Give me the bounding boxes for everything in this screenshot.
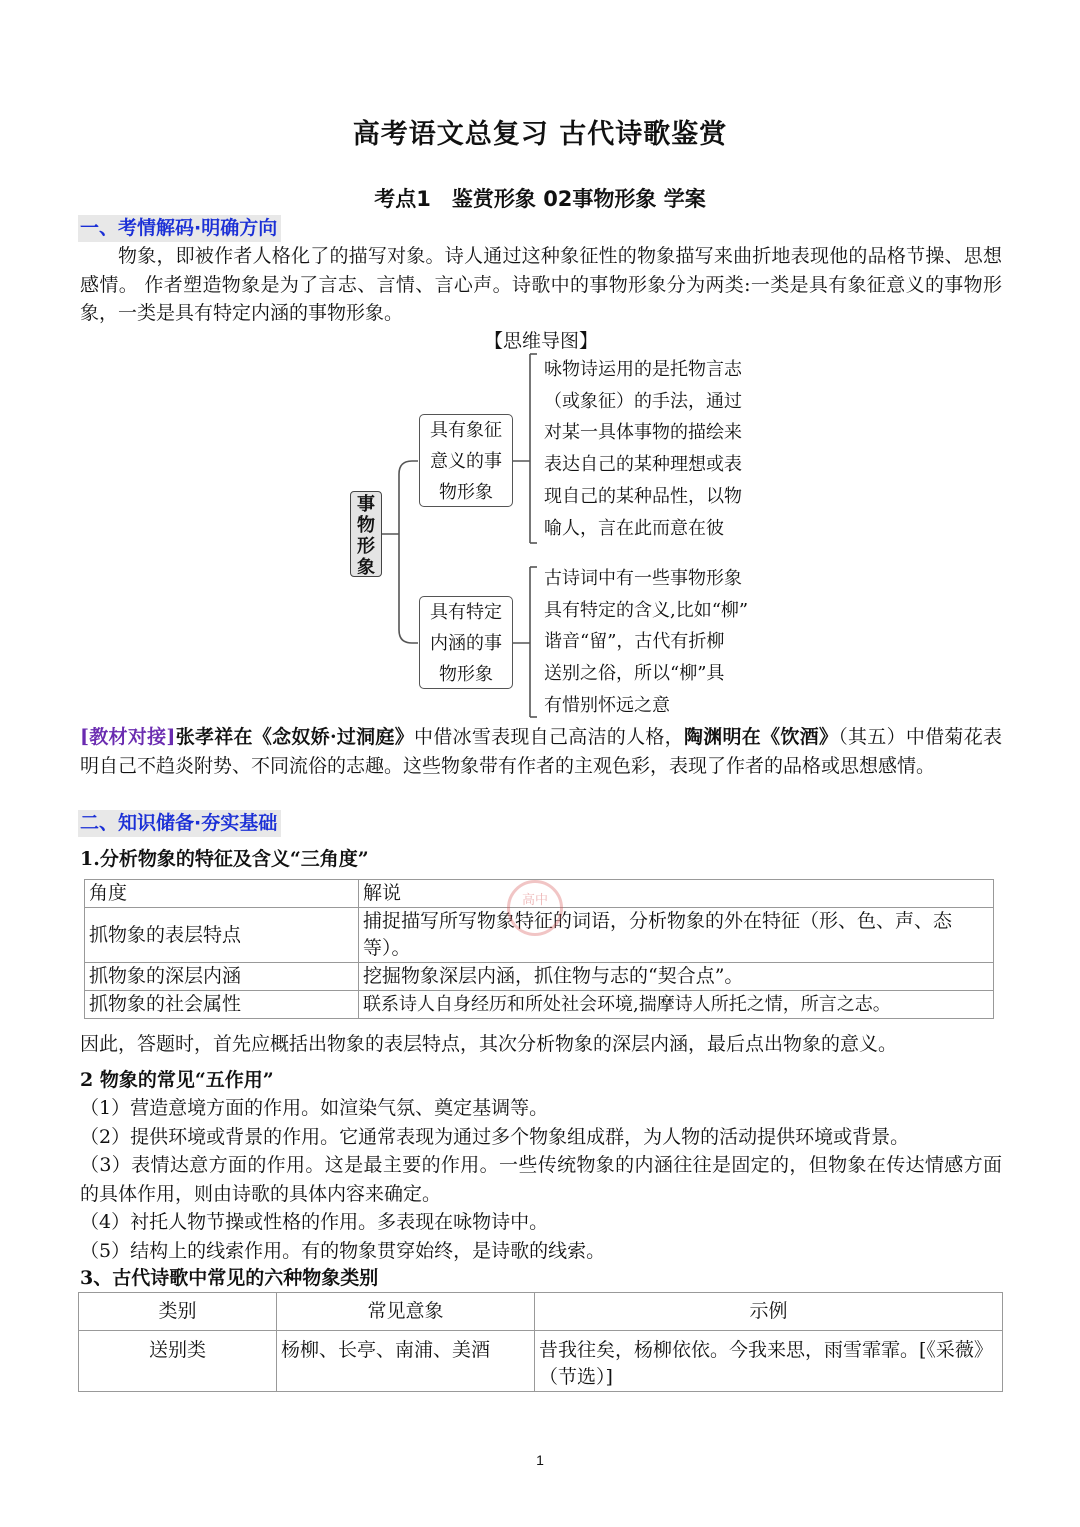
mindmap-label: 【思维导图】	[483, 330, 598, 352]
mindmap-text-specific	[544, 563, 776, 722]
mindmap-root	[350, 491, 382, 577]
mindmap-text-symbolic	[544, 354, 776, 544]
text-line: 具有特定的含义,比如“柳”	[544, 599, 749, 621]
table-row	[79, 1331, 1003, 1392]
conclusion-paragraph: 因此，答题时，首先应概括出物象的表层特点，其次分析物象的深层内涵，最后点出物象的意义。	[80, 1033, 898, 1055]
node-line: 物形象	[439, 482, 493, 503]
list-item: （1）营造意境方面的作用。如渲染气氛、奠定基调等。	[80, 1097, 549, 1119]
watermark-text: 高中	[521, 893, 548, 908]
subheading-five-functions: 2 物象的常见“五作用”	[80, 1069, 274, 1091]
table-header-cell: 常见意象	[277, 1293, 535, 1331]
textbook-paragraph	[80, 723, 1002, 780]
list-item: （4）衬托人物节操或性格的作用。多表现在咏物诗中。	[80, 1211, 549, 1233]
table-cell: 抓物象的表层特点	[85, 908, 359, 963]
node-line: 具有象征	[430, 420, 502, 441]
node-line: 物形象	[439, 664, 493, 685]
text-line: 对某一具体事物的描绘来	[544, 422, 742, 444]
mindmap-node-symbolic	[419, 414, 513, 507]
list-item: （2）提供环境或背景的作用。它通常表现为通过多个物象组成群，为人物的活动提供环境或背景。	[80, 1125, 910, 1148]
page-title: 高考语文总复习 古代诗歌鉴赏	[352, 119, 728, 150]
textbook-text-1: 中借冰雪表现自己高洁的人格，	[413, 726, 684, 748]
textbook-bold-1: 张孝祥在《念奴娇·过洞庭》	[175, 726, 414, 748]
section-heading-1: 一、考情解码·明确方向	[78, 215, 281, 242]
node-line: 意义的事	[430, 451, 502, 472]
functions-list	[80, 1094, 1002, 1265]
table-row	[85, 991, 994, 1019]
text-line: 现自己的某种品性，以物	[544, 485, 742, 507]
subheading-six-categories: 3、古代诗歌中常见的六种物象类别	[80, 1267, 379, 1289]
subheading-three-angles: 1.分析物象的特征及含义“三角度”	[80, 848, 369, 870]
text-line: 送别之俗，所以“柳”具	[544, 663, 725, 685]
table-cell: 抓物象的社会属性	[85, 991, 359, 1019]
table-cell: 杨柳、长亭、南浦、美酒	[277, 1331, 535, 1392]
page-number: 1	[536, 1452, 544, 1468]
table-header-cell: 示例	[535, 1293, 1003, 1331]
textbook-tag: [教材对接]	[80, 726, 176, 748]
table-cell: 昔我往矣，杨柳依依。今我来思，雨雪霏霏。[《采薇》（节选）]	[535, 1331, 1003, 1392]
text-line: 表达自己的某种理想或表	[544, 454, 742, 476]
mindmap-node-specific	[419, 596, 513, 689]
node-line: 内涵的事	[430, 633, 502, 654]
text-line: 喻人，言在此而意在彼	[544, 517, 724, 539]
table-header-row	[79, 1293, 1003, 1331]
table-header-cell: 角度	[85, 880, 359, 908]
list-item: （5）结构上的线索作用。有的物象贯穿始终，是诗歌的线索。	[80, 1239, 606, 1262]
table-header-cell: 解说	[359, 880, 994, 908]
mindmap-root-label: 事物形象	[357, 494, 375, 578]
text-line: （或象征）的手法，通过	[544, 390, 742, 412]
table-cell: 抓物象的深层内涵	[85, 963, 359, 991]
table-cell: 捕捉描写所写物象特征的词语，分析物象的外在特征（形、色、声、态等）。	[359, 908, 994, 963]
intro-paragraph: 物象，即被作者人格化了的描写对象。诗人通过这种象征性的物象描写来曲折地表现他的品格节操、思想感情。 作者塑造物象是为了言志、言情、言心声。诗歌中的事物形象分为两类:一类是具有象征意义的事物形象，一类是具有特定内涵的事物形象。	[80, 245, 1002, 324]
textbook-bold-2: 陶渊明在《饮酒》	[683, 726, 839, 748]
table-cell: 送别类	[79, 1331, 277, 1392]
text-line: 咏物诗运用的是托物言志	[544, 359, 742, 380]
table-cell: 挖掘物象深层内涵，抓住物与志的“契合点”。	[359, 963, 994, 991]
table-row	[85, 963, 994, 991]
node-line: 具有特定	[430, 602, 502, 623]
text-line: 古诗词中有一些事物形象	[544, 568, 742, 589]
text-line: 有惜别怀远之意	[544, 694, 670, 716]
watermark-stamp	[507, 880, 563, 936]
text-line: 谐音“留”，古代有折柳	[544, 631, 725, 653]
list-item: （3）表情达意方面的作用。这是最主要的作用。一些传统物象的内涵往往是固定的，但物象在传达情感方面的具体作用，则由诗歌的具体内容来确定。	[80, 1154, 1002, 1205]
table-header-cell: 类别	[79, 1293, 277, 1331]
section-heading-2: 二、知识储备·夯实基础	[78, 810, 281, 837]
table-cell: 联系诗人自身经历和所处社会环境,揣摩诗人所托之情，所言之志。	[359, 991, 994, 1019]
textbook-text-2: （其五）中借菊花表明自己不趋炎附势、不同流俗的志趣。这些物象带有作者的主观色彩，表现了作者的品格或思想感情。	[80, 726, 1002, 777]
page-subtitle: 考点1 鉴赏形象 02事物形象 学案	[374, 187, 706, 211]
categories-table	[78, 1292, 1003, 1392]
